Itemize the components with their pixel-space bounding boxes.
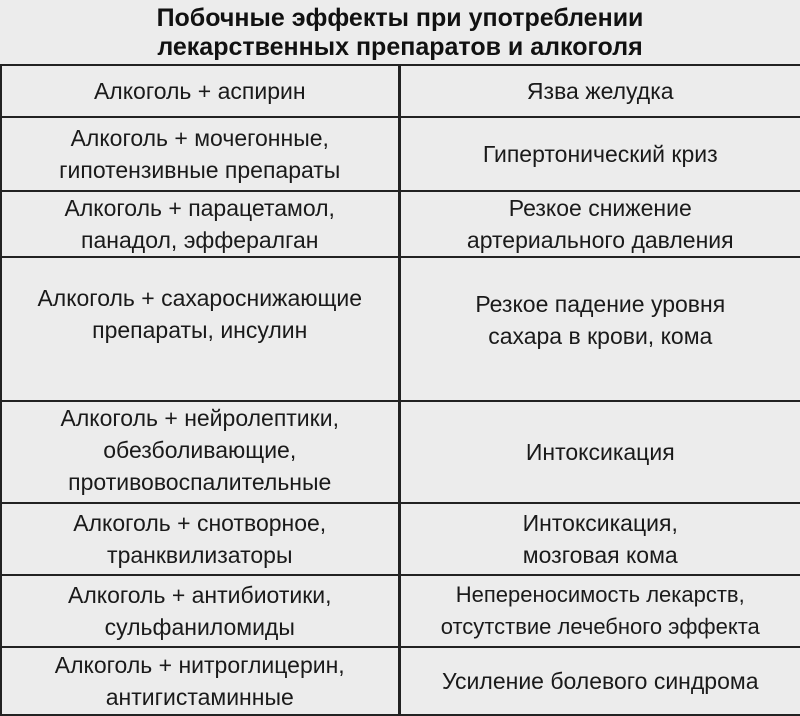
table-row [1,65,800,117]
combination-text: Алкоголь + аспирин [93,78,306,104]
combination-cell [1,647,399,715]
effect-cell [399,257,800,401]
title-line-2: лекарственных препаратов и алкоголя [157,33,643,61]
effect-cell [399,65,800,117]
combination-cell [1,257,399,401]
effect-cell [399,647,800,715]
effect-text: Непереносимость лекарств, отсутствие лечебного эффекта [440,582,760,639]
effect-cell [399,503,800,575]
effect-cell [399,117,800,191]
effect-cell [399,575,800,647]
page-title [0,0,800,64]
table-row [1,257,800,401]
combination-cell [1,117,399,191]
effect-text: Резкое падение уровня сахара в крови, кома [475,291,726,349]
combination-text: Алкоголь + парацетамол, панадол, эффералган [64,195,335,253]
effect-text: Резкое снижение артериального давления [466,195,734,253]
table-row [1,503,800,575]
side-effects-table [0,64,800,716]
combination-text: Алкоголь + снотворное, транквилизаторы [73,510,327,568]
table-row [1,117,800,191]
table-row [1,647,800,715]
effect-text: Усиление болевого синдрома [441,668,759,694]
combination-cell [1,503,399,575]
effect-text: Язва желудка [526,78,674,104]
effect-text: Интоксикация [525,439,675,465]
combination-cell [1,65,399,117]
combination-text: Алкоголь + нитроглицерин, антигистаминные [54,652,345,710]
combination-cell [1,191,399,257]
table-row [1,191,800,257]
combination-cell [1,401,399,503]
combination-text: Алкоголь + нейролептики, обезболивающие, противовоспалительные [60,405,339,495]
effect-cell [399,191,800,257]
effect-text: Гипертонический криз [482,141,718,167]
table-row [1,401,800,503]
combination-cell [1,575,399,647]
table-row [1,575,800,647]
combination-text: Алкоголь + мочегонные, гипотензивные препараты [59,125,341,183]
combination-text: Алкоголь + антибиотики, сульфаниломиды [67,582,332,640]
title-line-1: Побочные эффекты при употреблении [156,4,644,32]
effect-text: Интоксикация, мозговая кома [522,510,678,568]
effect-cell [399,401,800,503]
combination-text: Алкоголь + сахароснижающие препараты, инсулин [37,285,363,343]
